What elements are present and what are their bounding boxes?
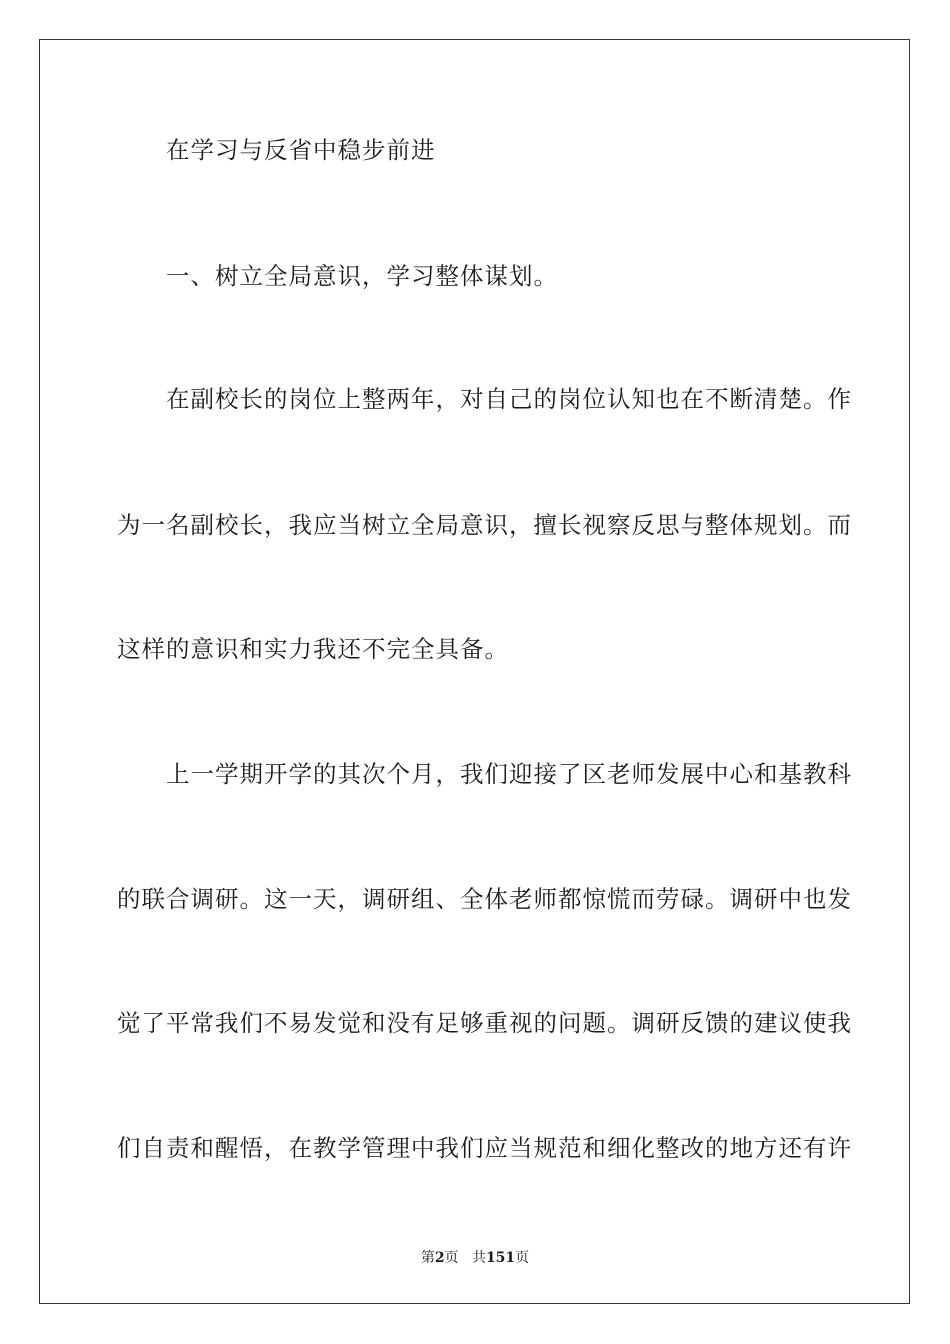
paragraph-line: 的联合调研。这一天，调研组、全体老师都惊慌而劳碌。调研中也发 — [117, 885, 852, 913]
paragraph-line: 在副校长的岗位上整两年，对自己的岗位认知也在不断清楚。作 — [166, 385, 852, 413]
paragraph-line: 为一名副校长，我应当树立全局意识，擅长视察反思与整体规划。而 — [117, 511, 852, 539]
section-heading: 一、树立全局意识，学习整体谋划。 — [166, 262, 558, 290]
footer-total-prefix: 共 — [471, 1250, 486, 1266]
footer-page-number: 2 — [434, 1250, 445, 1266]
paragraph-line: 觉了平常我们不易发觉和没有足够重视的问题。调研反馈的建议使我 — [117, 1009, 852, 1037]
page-footer — [0, 1248, 950, 1268]
footer-total-pages: 151 — [485, 1250, 516, 1266]
paragraph-line: 这样的意识和实力我还不完全具备。 — [117, 635, 509, 663]
paragraph-line: 上一学期开学的其次个月，我们迎接了区老师发展中心和基教科 — [166, 760, 852, 788]
footer-page-prefix: 第 — [420, 1250, 435, 1266]
page-border — [39, 39, 910, 1304]
footer-total-suffix: 页 — [515, 1250, 530, 1266]
document-title: 在学习与反省中稳步前进 — [166, 136, 436, 164]
paragraph-line: 们自责和醒悟，在教学管理中我们应当规范和细化整改的地方还有许 — [117, 1134, 852, 1162]
footer-page-suffix: 页 — [444, 1250, 459, 1266]
